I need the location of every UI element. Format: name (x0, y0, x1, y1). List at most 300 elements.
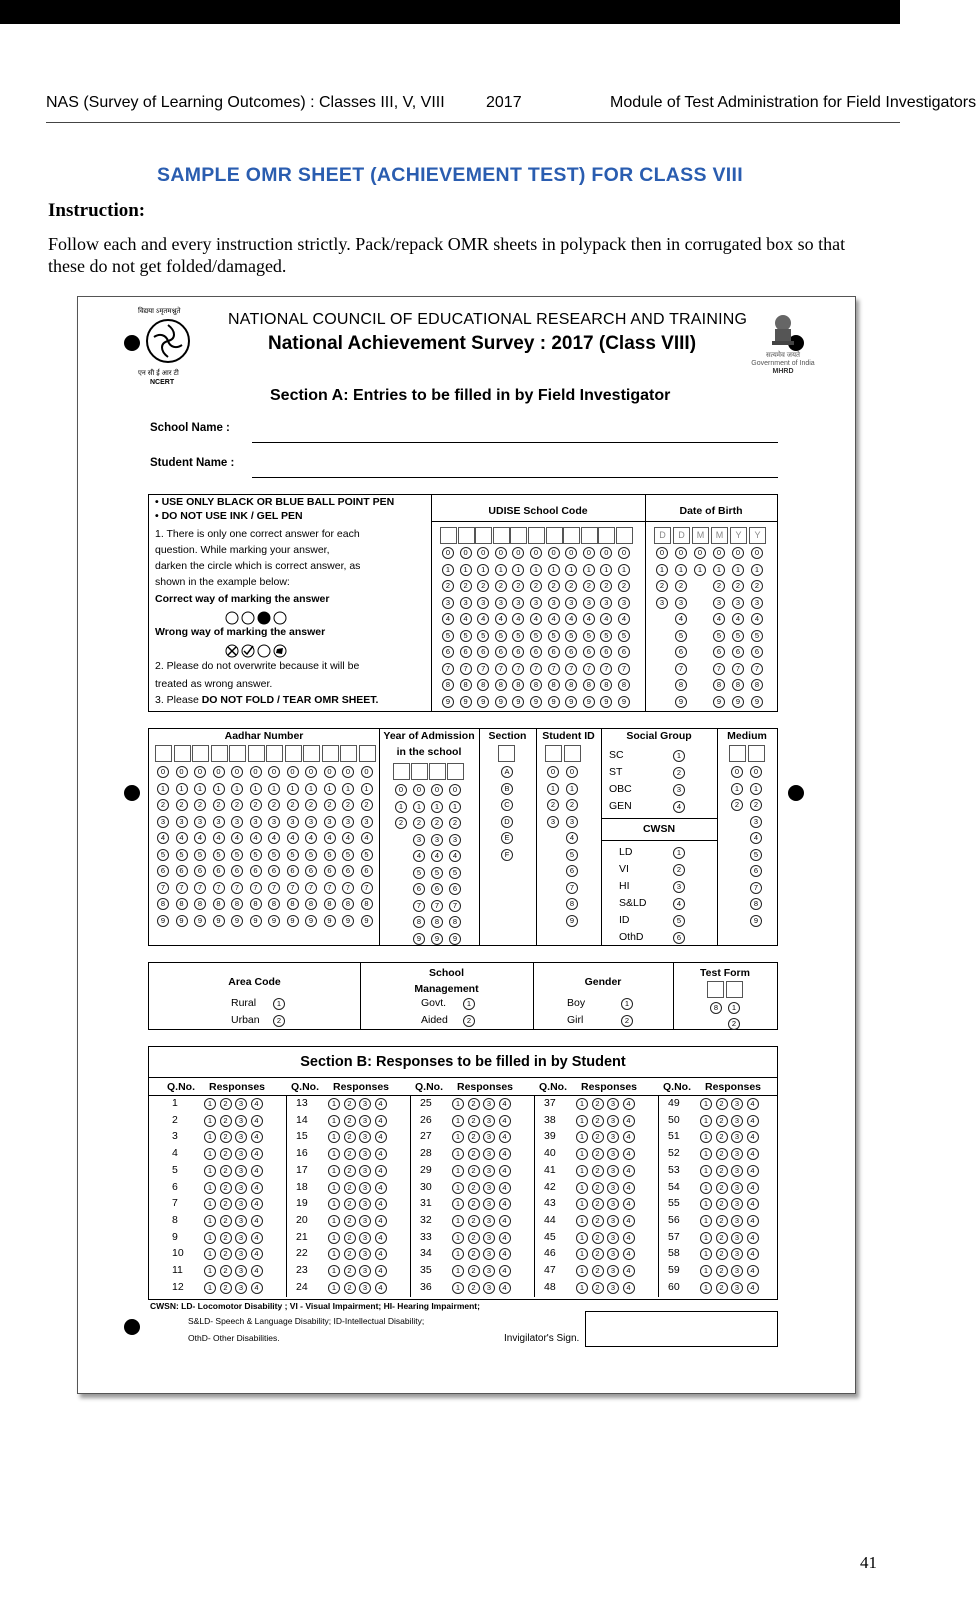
student-id-digit-bubble[interactable]: 6 (566, 865, 578, 877)
response-bubble[interactable]: 4 (375, 1182, 387, 1194)
aadhar-digit-bubble[interactable]: 5 (268, 849, 280, 861)
response-bubble[interactable]: 2 (220, 1165, 232, 1177)
response-bubble[interactable]: 2 (716, 1282, 728, 1294)
response-bubble[interactable]: 1 (204, 1248, 216, 1260)
aadhar-digit-bubble[interactable]: 6 (157, 865, 169, 877)
aadhar-digit-bubble[interactable]: 2 (287, 799, 299, 811)
dob-digit-bubble[interactable]: 9 (751, 696, 763, 708)
response-bubble[interactable]: 3 (235, 1265, 247, 1277)
dob-digit-bubble[interactable]: 5 (713, 630, 725, 642)
udise-digit-bubble[interactable]: 8 (618, 679, 630, 691)
response-bubble[interactable]: 4 (747, 1182, 759, 1194)
section-letter-bubble[interactable]: B (501, 783, 513, 795)
aadhar-digit-bubble[interactable]: 6 (361, 865, 373, 877)
aadhar-digit-bubble[interactable]: 9 (213, 915, 225, 927)
student-id-digit-bubble[interactable]: 7 (566, 882, 578, 894)
response-bubble[interactable]: 1 (452, 1165, 464, 1177)
response-bubble[interactable]: 2 (344, 1215, 356, 1227)
aadhar-digit-bubble[interactable]: 7 (324, 882, 336, 894)
response-bubble[interactable]: 3 (235, 1215, 247, 1227)
response-bubble[interactable]: 2 (592, 1282, 604, 1294)
aadhar-digit-bubble[interactable]: 4 (268, 832, 280, 844)
aadhar-digit-bubble[interactable]: 8 (194, 898, 206, 910)
response-bubble[interactable]: 1 (204, 1182, 216, 1194)
aadhar-digit-bubble[interactable]: 4 (342, 832, 354, 844)
udise-digit-bubble[interactable]: 3 (548, 597, 560, 609)
udise-digit-bubble[interactable]: 7 (548, 663, 560, 675)
response-bubble[interactable]: 4 (251, 1165, 263, 1177)
aadhar-entry-box[interactable] (340, 745, 357, 762)
response-bubble[interactable]: 2 (344, 1198, 356, 1210)
response-bubble[interactable]: 2 (716, 1182, 728, 1194)
section-letter-bubble[interactable]: A (501, 766, 513, 778)
aadhar-digit-bubble[interactable]: 3 (268, 816, 280, 828)
aadhar-digit-bubble[interactable]: 6 (213, 865, 225, 877)
response-bubble[interactable]: 1 (328, 1131, 340, 1143)
response-bubble[interactable]: 2 (220, 1248, 232, 1260)
udise-digit-bubble[interactable]: 3 (442, 597, 454, 609)
social-group-bubble[interactable]: 1 (673, 750, 685, 762)
response-bubble[interactable]: 1 (700, 1131, 712, 1143)
medium-digit-bubble[interactable]: 1 (750, 783, 762, 795)
cwsn-bubble[interactable]: 6 (673, 932, 685, 944)
dob-digit-bubble[interactable]: 8 (713, 679, 725, 691)
medium-digit-bubble[interactable]: 5 (750, 849, 762, 861)
response-bubble[interactable]: 4 (499, 1131, 511, 1143)
udise-digit-bubble[interactable]: 1 (477, 564, 489, 576)
response-bubble[interactable]: 1 (576, 1148, 588, 1160)
udise-digit-bubble[interactable]: 4 (548, 613, 560, 625)
response-bubble[interactable]: 2 (592, 1131, 604, 1143)
dob-digit-bubble[interactable]: 5 (732, 630, 744, 642)
udise-digit-bubble[interactable]: 8 (442, 679, 454, 691)
response-bubble[interactable]: 1 (700, 1282, 712, 1294)
aadhar-digit-bubble[interactable]: 3 (361, 816, 373, 828)
response-bubble[interactable]: 4 (251, 1265, 263, 1277)
aadhar-digit-bubble[interactable]: 2 (157, 799, 169, 811)
response-bubble[interactable]: 1 (576, 1182, 588, 1194)
response-bubble[interactable]: 4 (623, 1182, 635, 1194)
aadhar-digit-bubble[interactable]: 0 (157, 766, 169, 778)
response-bubble[interactable]: 2 (592, 1232, 604, 1244)
response-bubble[interactable]: 2 (468, 1248, 480, 1260)
response-bubble[interactable]: 3 (235, 1098, 247, 1110)
year-digit-bubble[interactable]: 7 (413, 900, 425, 912)
udise-digit-bubble[interactable]: 0 (460, 547, 472, 559)
aadhar-digit-bubble[interactable]: 2 (231, 799, 243, 811)
response-bubble[interactable]: 2 (716, 1265, 728, 1277)
udise-digit-bubble[interactable]: 0 (495, 547, 507, 559)
dob-digit-bubble[interactable]: 3 (751, 597, 763, 609)
response-bubble[interactable]: 3 (359, 1265, 371, 1277)
aadhar-digit-bubble[interactable]: 2 (342, 799, 354, 811)
year-digit-bubble[interactable]: 1 (431, 801, 443, 813)
test-form-entry-box[interactable] (726, 981, 743, 998)
udise-digit-bubble[interactable]: 5 (495, 630, 507, 642)
response-bubble[interactable]: 1 (204, 1265, 216, 1277)
medium-digit-bubble[interactable]: 8 (750, 898, 762, 910)
response-bubble[interactable]: 1 (204, 1215, 216, 1227)
udise-entry-box[interactable] (440, 527, 457, 544)
dob-digit-bubble[interactable]: 6 (713, 646, 725, 658)
dob-entry-box[interactable]: D (654, 527, 671, 544)
response-bubble[interactable]: 2 (592, 1182, 604, 1194)
aadhar-entry-box[interactable] (174, 745, 191, 762)
response-bubble[interactable]: 4 (375, 1282, 387, 1294)
aadhar-digit-bubble[interactable]: 3 (194, 816, 206, 828)
response-bubble[interactable]: 3 (483, 1131, 495, 1143)
udise-digit-bubble[interactable]: 8 (600, 679, 612, 691)
udise-digit-bubble[interactable]: 2 (600, 580, 612, 592)
udise-digit-bubble[interactable]: 7 (477, 663, 489, 675)
udise-entry-box[interactable] (598, 527, 615, 544)
year-digit-bubble[interactable]: 7 (449, 900, 461, 912)
response-bubble[interactable]: 3 (235, 1248, 247, 1260)
school-name-line[interactable] (252, 442, 778, 443)
response-bubble[interactable]: 4 (251, 1131, 263, 1143)
response-bubble[interactable]: 1 (576, 1282, 588, 1294)
response-bubble[interactable]: 3 (359, 1282, 371, 1294)
response-bubble[interactable]: 1 (328, 1248, 340, 1260)
response-bubble[interactable]: 3 (359, 1148, 371, 1160)
section-letter-bubble[interactable]: F (501, 849, 513, 861)
dob-digit-bubble[interactable]: 2 (751, 580, 763, 592)
dob-digit-bubble[interactable]: 3 (713, 597, 725, 609)
response-bubble[interactable]: 3 (607, 1232, 619, 1244)
udise-digit-bubble[interactable]: 0 (565, 547, 577, 559)
response-bubble[interactable]: 4 (747, 1265, 759, 1277)
dob-digit-bubble[interactable]: 2 (675, 580, 687, 592)
aadhar-digit-bubble[interactable]: 4 (194, 832, 206, 844)
aadhar-digit-bubble[interactable]: 3 (342, 816, 354, 828)
udise-digit-bubble[interactable]: 9 (442, 696, 454, 708)
aadhar-digit-bubble[interactable]: 9 (194, 915, 206, 927)
dob-digit-bubble[interactable]: 5 (751, 630, 763, 642)
dob-digit-bubble[interactable]: 0 (694, 547, 706, 559)
response-bubble[interactable]: 2 (468, 1148, 480, 1160)
year-digit-bubble[interactable]: 4 (413, 850, 425, 862)
udise-digit-bubble[interactable]: 0 (512, 547, 524, 559)
response-bubble[interactable]: 4 (375, 1115, 387, 1127)
udise-digit-bubble[interactable]: 6 (495, 646, 507, 658)
year-entry-box[interactable] (411, 763, 428, 780)
udise-entry-box[interactable] (616, 527, 633, 544)
aadhar-digit-bubble[interactable]: 6 (194, 865, 206, 877)
dob-digit-bubble[interactable]: 1 (656, 564, 668, 576)
response-bubble[interactable]: 2 (468, 1165, 480, 1177)
response-bubble[interactable]: 2 (220, 1265, 232, 1277)
aadhar-entry-box[interactable] (155, 745, 172, 762)
aadhar-digit-bubble[interactable]: 3 (176, 816, 188, 828)
response-bubble[interactable]: 3 (731, 1182, 743, 1194)
udise-digit-bubble[interactable]: 6 (460, 646, 472, 658)
dob-digit-bubble[interactable]: 0 (656, 547, 668, 559)
response-bubble[interactable]: 3 (607, 1282, 619, 1294)
year-digit-bubble[interactable]: 0 (413, 784, 425, 796)
response-bubble[interactable]: 4 (747, 1282, 759, 1294)
udise-digit-bubble[interactable]: 3 (460, 597, 472, 609)
response-bubble[interactable]: 2 (716, 1148, 728, 1160)
dob-entry-box[interactable]: M (692, 527, 709, 544)
aadhar-digit-bubble[interactable]: 3 (305, 816, 317, 828)
aadhar-digit-bubble[interactable]: 6 (231, 865, 243, 877)
aadhar-digit-bubble[interactable]: 6 (324, 865, 336, 877)
udise-digit-bubble[interactable]: 6 (512, 646, 524, 658)
response-bubble[interactable]: 4 (747, 1115, 759, 1127)
aadhar-digit-bubble[interactable]: 5 (250, 849, 262, 861)
udise-digit-bubble[interactable]: 1 (565, 564, 577, 576)
response-bubble[interactable]: 3 (607, 1098, 619, 1110)
aadhar-digit-bubble[interactable]: 7 (342, 882, 354, 894)
response-bubble[interactable]: 3 (607, 1115, 619, 1127)
udise-entry-box[interactable] (510, 527, 527, 544)
medium-digit-bubble[interactable]: 3 (750, 816, 762, 828)
udise-digit-bubble[interactable]: 0 (600, 547, 612, 559)
dob-digit-bubble[interactable]: 0 (732, 547, 744, 559)
dob-digit-bubble[interactable]: 4 (713, 613, 725, 625)
year-digit-bubble[interactable]: 6 (431, 883, 443, 895)
response-bubble[interactable]: 4 (499, 1215, 511, 1227)
response-bubble[interactable]: 4 (623, 1165, 635, 1177)
medium-digit-bubble[interactable]: 0 (750, 766, 762, 778)
social-group-bubble[interactable]: 3 (673, 784, 685, 796)
udise-digit-bubble[interactable]: 5 (460, 630, 472, 642)
response-bubble[interactable]: 2 (344, 1165, 356, 1177)
response-bubble[interactable]: 1 (576, 1232, 588, 1244)
aadhar-digit-bubble[interactable]: 9 (250, 915, 262, 927)
aadhar-digit-bubble[interactable]: 9 (305, 915, 317, 927)
response-bubble[interactable]: 2 (716, 1115, 728, 1127)
udise-digit-bubble[interactable]: 4 (495, 613, 507, 625)
response-bubble[interactable]: 2 (468, 1232, 480, 1244)
response-bubble[interactable]: 2 (592, 1115, 604, 1127)
response-bubble[interactable]: 2 (220, 1182, 232, 1194)
aadhar-digit-bubble[interactable]: 5 (231, 849, 243, 861)
response-bubble[interactable]: 2 (220, 1098, 232, 1110)
udise-digit-bubble[interactable]: 6 (442, 646, 454, 658)
udise-digit-bubble[interactable]: 8 (583, 679, 595, 691)
dob-digit-bubble[interactable]: 7 (751, 663, 763, 675)
response-bubble[interactable]: 2 (716, 1248, 728, 1260)
aadhar-digit-bubble[interactable]: 3 (287, 816, 299, 828)
aadhar-digit-bubble[interactable]: 0 (305, 766, 317, 778)
cwsn-bubble[interactable]: 3 (673, 881, 685, 893)
udise-digit-bubble[interactable]: 5 (548, 630, 560, 642)
dob-digit-bubble[interactable]: 7 (713, 663, 725, 675)
aadhar-digit-bubble[interactable]: 1 (361, 783, 373, 795)
response-bubble[interactable]: 3 (731, 1282, 743, 1294)
response-bubble[interactable]: 4 (623, 1148, 635, 1160)
udise-digit-bubble[interactable]: 3 (512, 597, 524, 609)
student-id-digit-bubble[interactable]: 3 (566, 816, 578, 828)
udise-digit-bubble[interactable]: 1 (512, 564, 524, 576)
aadhar-digit-bubble[interactable]: 8 (305, 898, 317, 910)
udise-digit-bubble[interactable]: 2 (565, 580, 577, 592)
aadhar-digit-bubble[interactable]: 9 (231, 915, 243, 927)
udise-digit-bubble[interactable]: 5 (512, 630, 524, 642)
dob-digit-bubble[interactable]: 2 (732, 580, 744, 592)
response-bubble[interactable]: 3 (483, 1232, 495, 1244)
aadhar-digit-bubble[interactable]: 6 (268, 865, 280, 877)
response-bubble[interactable]: 2 (468, 1198, 480, 1210)
udise-digit-bubble[interactable]: 4 (477, 613, 489, 625)
response-bubble[interactable]: 3 (731, 1248, 743, 1260)
year-digit-bubble[interactable]: 4 (449, 850, 461, 862)
response-bubble[interactable]: 2 (468, 1131, 480, 1143)
udise-digit-bubble[interactable]: 7 (530, 663, 542, 675)
dob-digit-bubble[interactable]: 7 (675, 663, 687, 675)
udise-digit-bubble[interactable]: 8 (565, 679, 577, 691)
year-digit-bubble[interactable]: 0 (449, 784, 461, 796)
aadhar-digit-bubble[interactable]: 2 (305, 799, 317, 811)
student-id-digit-bubble[interactable]: 0 (547, 766, 559, 778)
response-bubble[interactable]: 1 (700, 1248, 712, 1260)
aadhar-digit-bubble[interactable]: 5 (157, 849, 169, 861)
aadhar-digit-bubble[interactable]: 2 (176, 799, 188, 811)
udise-digit-bubble[interactable]: 2 (495, 580, 507, 592)
aadhar-digit-bubble[interactable]: 1 (342, 783, 354, 795)
udise-digit-bubble[interactable]: 3 (600, 597, 612, 609)
year-digit-bubble[interactable]: 3 (449, 834, 461, 846)
aadhar-digit-bubble[interactable]: 4 (287, 832, 299, 844)
response-bubble[interactable]: 2 (716, 1165, 728, 1177)
udise-digit-bubble[interactable]: 2 (460, 580, 472, 592)
student-name-line[interactable] (252, 477, 778, 478)
dob-digit-bubble[interactable]: 4 (751, 613, 763, 625)
aadhar-digit-bubble[interactable]: 0 (287, 766, 299, 778)
response-bubble[interactable]: 4 (623, 1098, 635, 1110)
response-bubble[interactable]: 1 (328, 1232, 340, 1244)
response-bubble[interactable]: 4 (747, 1232, 759, 1244)
year-digit-bubble[interactable]: 9 (431, 933, 443, 945)
student-id-digit-bubble[interactable]: 8 (566, 898, 578, 910)
response-bubble[interactable]: 2 (220, 1232, 232, 1244)
udise-digit-bubble[interactable]: 1 (583, 564, 595, 576)
response-bubble[interactable]: 3 (731, 1131, 743, 1143)
aadhar-digit-bubble[interactable]: 8 (250, 898, 262, 910)
udise-digit-bubble[interactable]: 8 (548, 679, 560, 691)
udise-digit-bubble[interactable]: 9 (548, 696, 560, 708)
aadhar-digit-bubble[interactable]: 7 (361, 882, 373, 894)
aadhar-digit-bubble[interactable]: 1 (250, 783, 262, 795)
response-bubble[interactable]: 2 (220, 1198, 232, 1210)
aadhar-digit-bubble[interactable]: 4 (250, 832, 262, 844)
aadhar-digit-bubble[interactable]: 7 (305, 882, 317, 894)
response-bubble[interactable]: 4 (623, 1131, 635, 1143)
student-id-entry-box[interactable] (545, 745, 562, 762)
cwsn-bubble[interactable]: 4 (673, 898, 685, 910)
udise-digit-bubble[interactable]: 4 (618, 613, 630, 625)
aadhar-digit-bubble[interactable]: 8 (324, 898, 336, 910)
dob-digit-bubble[interactable]: 3 (732, 597, 744, 609)
response-bubble[interactable]: 1 (328, 1165, 340, 1177)
response-bubble[interactable]: 3 (359, 1198, 371, 1210)
test-form-bubble[interactable]: 1 (728, 1002, 740, 1014)
response-bubble[interactable]: 1 (576, 1248, 588, 1260)
response-bubble[interactable]: 4 (251, 1148, 263, 1160)
udise-digit-bubble[interactable]: 2 (442, 580, 454, 592)
response-bubble[interactable]: 2 (468, 1098, 480, 1110)
response-bubble[interactable]: 4 (251, 1232, 263, 1244)
student-id-digit-bubble[interactable]: 2 (566, 799, 578, 811)
aadhar-digit-bubble[interactable]: 7 (213, 882, 225, 894)
response-bubble[interactable]: 2 (468, 1282, 480, 1294)
response-bubble[interactable]: 3 (235, 1198, 247, 1210)
response-bubble[interactable]: 3 (483, 1165, 495, 1177)
aadhar-digit-bubble[interactable]: 8 (342, 898, 354, 910)
response-bubble[interactable]: 2 (716, 1198, 728, 1210)
response-bubble[interactable]: 4 (499, 1198, 511, 1210)
response-bubble[interactable]: 1 (452, 1198, 464, 1210)
udise-entry-box[interactable] (475, 527, 492, 544)
udise-digit-bubble[interactable]: 1 (460, 564, 472, 576)
aadhar-digit-bubble[interactable]: 4 (213, 832, 225, 844)
response-bubble[interactable]: 3 (483, 1148, 495, 1160)
udise-digit-bubble[interactable]: 0 (530, 547, 542, 559)
response-bubble[interactable]: 1 (452, 1131, 464, 1143)
response-bubble[interactable]: 1 (700, 1182, 712, 1194)
udise-digit-bubble[interactable]: 8 (512, 679, 524, 691)
response-bubble[interactable]: 2 (468, 1215, 480, 1227)
aadhar-digit-bubble[interactable]: 7 (194, 882, 206, 894)
dob-digit-bubble[interactable]: 3 (656, 597, 668, 609)
udise-digit-bubble[interactable]: 7 (442, 663, 454, 675)
response-bubble[interactable]: 2 (344, 1248, 356, 1260)
year-digit-bubble[interactable]: 8 (413, 916, 425, 928)
section-letter-bubble[interactable]: C (501, 799, 513, 811)
udise-digit-bubble[interactable]: 9 (512, 696, 524, 708)
year-digit-bubble[interactable]: 1 (395, 801, 407, 813)
udise-entry-box[interactable] (458, 527, 475, 544)
response-bubble[interactable]: 1 (576, 1131, 588, 1143)
response-bubble[interactable]: 3 (731, 1215, 743, 1227)
response-bubble[interactable]: 3 (235, 1182, 247, 1194)
udise-digit-bubble[interactable]: 5 (530, 630, 542, 642)
year-digit-bubble[interactable]: 2 (449, 817, 461, 829)
response-bubble[interactable]: 1 (700, 1165, 712, 1177)
student-id-digit-bubble[interactable]: 9 (566, 915, 578, 927)
aadhar-digit-bubble[interactable]: 3 (157, 816, 169, 828)
udise-digit-bubble[interactable]: 6 (565, 646, 577, 658)
dob-digit-bubble[interactable]: 4 (732, 613, 744, 625)
udise-digit-bubble[interactable]: 0 (618, 547, 630, 559)
udise-digit-bubble[interactable]: 4 (565, 613, 577, 625)
aadhar-digit-bubble[interactable]: 1 (157, 783, 169, 795)
test-form-bubble[interactable]: 2 (728, 1018, 740, 1030)
response-bubble[interactable]: 4 (375, 1198, 387, 1210)
udise-digit-bubble[interactable]: 7 (512, 663, 524, 675)
aadhar-entry-box[interactable] (211, 745, 228, 762)
response-bubble[interactable]: 3 (359, 1182, 371, 1194)
response-bubble[interactable]: 4 (499, 1282, 511, 1294)
aadhar-digit-bubble[interactable]: 4 (305, 832, 317, 844)
aadhar-digit-bubble[interactable]: 5 (342, 849, 354, 861)
dob-digit-bubble[interactable]: 2 (656, 580, 668, 592)
aadhar-digit-bubble[interactable]: 6 (305, 865, 317, 877)
udise-digit-bubble[interactable]: 2 (477, 580, 489, 592)
response-bubble[interactable]: 4 (499, 1165, 511, 1177)
response-bubble[interactable]: 3 (359, 1248, 371, 1260)
response-bubble[interactable]: 1 (452, 1265, 464, 1277)
response-bubble[interactable]: 1 (452, 1182, 464, 1194)
response-bubble[interactable]: 4 (747, 1131, 759, 1143)
medium-entry-box[interactable] (729, 745, 746, 762)
dob-digit-bubble[interactable]: 8 (751, 679, 763, 691)
response-bubble[interactable]: 2 (344, 1131, 356, 1143)
aadhar-digit-bubble[interactable]: 5 (324, 849, 336, 861)
udise-entry-box[interactable] (581, 527, 598, 544)
response-bubble[interactable]: 4 (747, 1215, 759, 1227)
